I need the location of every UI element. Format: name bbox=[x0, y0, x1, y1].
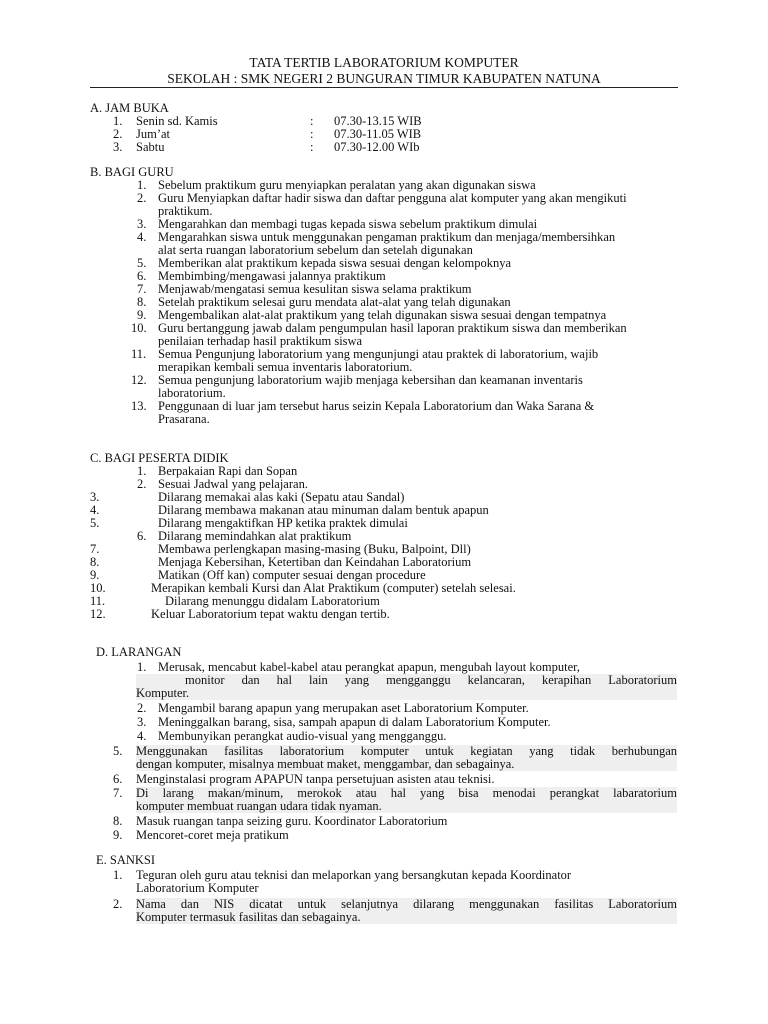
section-sanksi-heading: E. SANKSI bbox=[96, 853, 156, 867]
item-number: 2. bbox=[137, 477, 147, 491]
item-text-continued: penilaian terhadap hasil praktikum siswa bbox=[158, 334, 363, 348]
row-time: 07.30-13.15 WIB bbox=[334, 114, 422, 128]
item-text: Sebelum praktikum guru menyiapkan peralatan yang akan digunakan siswa bbox=[158, 178, 536, 192]
item-text: Penggunaan di luar jam tersebut harus seizin Kepala Laboratorium dan Waka Sarana & bbox=[158, 399, 595, 413]
header-divider bbox=[90, 87, 678, 88]
row-number: 3. bbox=[113, 140, 123, 154]
row-time: 07.30-11.05 WIB bbox=[334, 127, 422, 141]
section-bagi-peserta-heading: C. BAGI PESERTA DIDIK bbox=[90, 451, 229, 465]
item-text: Masuk ruangan tanpa seizing guru. Koordinator Laboratorium bbox=[136, 814, 448, 828]
item-number: 3. bbox=[137, 217, 147, 231]
item-number: 7. bbox=[90, 542, 100, 556]
item-text: Keluar Laboratorium tepat waktu dengan tertib. bbox=[151, 607, 390, 621]
item-text-continued: Laboratorium Komputer bbox=[136, 881, 259, 895]
item-text: Meninggalkan barang, sisa, sampah apapun di dalam Laboratorium Komputer. bbox=[158, 715, 551, 729]
item-text: Mengambil barang apapun yang merupakan aset Laboratorium Komputer. bbox=[158, 701, 529, 715]
item-text: Dilarang mengaktifkan HP ketika praktek dimulai bbox=[158, 516, 408, 530]
item-number: 1. bbox=[137, 464, 147, 478]
item-text: Menjaga Kebersihan, Ketertiban dan Keindahan Laboratorium bbox=[158, 555, 472, 569]
item-number: 6. bbox=[113, 772, 123, 786]
item-number: 7. bbox=[137, 282, 147, 296]
item-text-continued: praktikum. bbox=[158, 204, 213, 218]
item-text-continued: laboratorium. bbox=[158, 386, 226, 400]
item-number: 8. bbox=[113, 814, 123, 828]
item-text-continued: komputer membuat ruangan udara tidak nyaman. bbox=[136, 800, 677, 813]
item-number: 10. bbox=[131, 321, 147, 335]
item-number: 8. bbox=[137, 295, 147, 309]
item-text-continued: Komputer termasuk fasilitas dan sebagainya. bbox=[136, 911, 677, 924]
item-number: 2. bbox=[137, 701, 147, 715]
item-text: Dilarang menunggu didalam Laboratorium bbox=[165, 594, 380, 608]
item-text: Matikan (Off kan) computer sesuai dengan procedure bbox=[158, 568, 426, 582]
item-text: Mencoret-coret meja pratikum bbox=[136, 828, 289, 842]
item-text-continued: dengan komputer, misalnya membuat maket, menggambar, dan sebagainya. bbox=[136, 758, 677, 771]
item-text: Guru bertanggung jawab dalam pengumpulan hasil laporan praktikum siswa dan memberikan bbox=[158, 321, 627, 335]
item-text-continued: Prasarana. bbox=[158, 412, 210, 426]
item-number: 11. bbox=[90, 594, 106, 608]
item-number: 5. bbox=[113, 744, 123, 758]
item-number: 12. bbox=[131, 373, 147, 387]
item-number: 2. bbox=[137, 191, 147, 205]
section-jam-buka-heading: A. JAM BUKA bbox=[90, 101, 169, 115]
item-text-continued: merapikan kembali semua inventaris laboratorium. bbox=[158, 360, 413, 374]
row-number: 1. bbox=[113, 114, 123, 128]
row-number: 2. bbox=[113, 127, 123, 141]
item-text: Sesuai Jadwal yang pelajaran. bbox=[158, 477, 308, 491]
item-number: 3. bbox=[90, 490, 100, 504]
item-number: 5. bbox=[137, 256, 147, 270]
row-day: Senin sd. Kamis bbox=[136, 114, 218, 128]
document-title: TATA TERTIB LABORATORIUM KOMPUTER bbox=[249, 55, 519, 70]
item-text: Mengarahkan siswa untuk menggunakan pengaman praktikum dan menjaga/membersihkan bbox=[158, 230, 616, 244]
item-number: 1. bbox=[137, 660, 147, 674]
item-text: Membawa perlengkapan masing-masing (Buku, Balpoint, Dll) bbox=[158, 542, 471, 556]
item-text: Merapikan kembali Kursi dan Alat Praktikum (computer) setelah selesai. bbox=[151, 581, 516, 595]
item-number: 4. bbox=[137, 729, 147, 743]
item-text: Menjawab/mengatasi semua kesulitan siswa selama praktikum bbox=[158, 282, 472, 296]
item-text: Guru Menyiapkan daftar hadir siswa dan daftar pengguna alat komputer yang akan mengikuti bbox=[158, 191, 627, 205]
item-number: 5. bbox=[90, 516, 100, 530]
row-separator: : bbox=[310, 127, 314, 141]
item-text: Mengembalikan alat-alat praktikum yang telah digunakan siswa sesuai dengan tempatnya bbox=[158, 308, 607, 322]
item-number: 9. bbox=[113, 828, 123, 842]
item-text: Membimbing/mengawasi jalannya praktikum bbox=[158, 269, 386, 283]
item-number: 13. bbox=[131, 399, 147, 413]
item-text: Semua pengunjung laboratorium wajib menjaga kebersihan dan keamanan inventaris bbox=[158, 373, 583, 387]
item-text: Mengarahkan dan membagi tugas kepada siswa sebelum praktikum dimulai bbox=[158, 217, 538, 231]
item-number: 4. bbox=[137, 230, 147, 244]
item-text: Dilarang memakai alas kaki (Sepatu atau Sandal) bbox=[158, 490, 405, 504]
item-number: 2. bbox=[113, 897, 123, 911]
item-number: 10. bbox=[90, 581, 106, 595]
document-subtitle: SEKOLAH : SMK NEGERI 2 BUNGURAN TIMUR KABUPATEN NATUNA bbox=[167, 71, 601, 86]
row-separator: : bbox=[310, 114, 314, 128]
item-text: Menggunakan fasilitas laboratorium komputer untuk kegiatan yang tidak berhubungan bbox=[136, 744, 677, 758]
item-text-continued: alat serta ruangan laboratorium sebelum dan setelah digunakan bbox=[158, 243, 473, 257]
row-day: Sabtu bbox=[136, 140, 165, 154]
row-separator: : bbox=[310, 140, 314, 154]
item-text-continued: monitor dan hal lain yang mengganggu kelancaran, kerapihan Laboratorium bbox=[136, 674, 677, 687]
item-number: 9. bbox=[90, 568, 100, 582]
item-number: 8. bbox=[90, 555, 100, 569]
item-text: Setelah praktikum selesai guru mendata alat-alat yang telah digunakan bbox=[158, 295, 511, 309]
item-text: Nama dan NIS dicatat untuk selanjutnya dilarang menggunakan fasilitas Laboratorium bbox=[136, 897, 677, 911]
item-text: Merusak, mencabut kabel-kabel atau perangkat apapun, mengubah layout komputer, bbox=[158, 660, 580, 674]
item-number: 4. bbox=[90, 503, 100, 517]
item-text: Membunyikan perangkat audio-visual yang mengganggu. bbox=[158, 729, 447, 743]
item-text: Menginstalasi program APAPUN tanpa persetujuan asisten atau teknisi. bbox=[136, 772, 495, 786]
item-number: 11. bbox=[131, 347, 147, 361]
item-number: 1. bbox=[113, 868, 123, 882]
section-bagi-guru-heading: B. BAGI GURU bbox=[90, 165, 174, 179]
item-number: 9. bbox=[137, 308, 147, 322]
item-text: Semua Pengunjung laboratorium yang mengunjungi atau praktek di laboratorium, wajib bbox=[158, 347, 599, 361]
section-larangan-heading: D. LARANGAN bbox=[96, 645, 182, 659]
item-number: 6. bbox=[137, 529, 147, 543]
row-time: 07.30-12.00 WIb bbox=[334, 140, 420, 154]
item-number: 1. bbox=[137, 178, 147, 192]
item-text: Di larang makan/minum, merokok atau hal yang bisa menodai perangkat labaratorium bbox=[136, 786, 677, 800]
item-text: Teguran oleh guru atau teknisi dan melaporkan yang bersangkutan kepada Koordinator bbox=[136, 868, 572, 882]
item-text-continued: Komputer. bbox=[136, 687, 677, 700]
item-text: Berpakaian Rapi dan Sopan bbox=[158, 464, 298, 478]
item-number: 3. bbox=[137, 715, 147, 729]
item-number: 6. bbox=[137, 269, 147, 283]
item-number: 12. bbox=[90, 607, 106, 621]
item-text: Dilarang membawa makanan atau minuman dalam bentuk apapun bbox=[158, 503, 489, 517]
item-number: 7. bbox=[113, 786, 123, 800]
item-text: Memberikan alat praktikum kepada siswa sesuai dengan kelompoknya bbox=[158, 256, 512, 270]
item-text: Dilarang memindahkan alat praktikum bbox=[158, 529, 352, 543]
row-day: Jum’at bbox=[136, 127, 171, 141]
